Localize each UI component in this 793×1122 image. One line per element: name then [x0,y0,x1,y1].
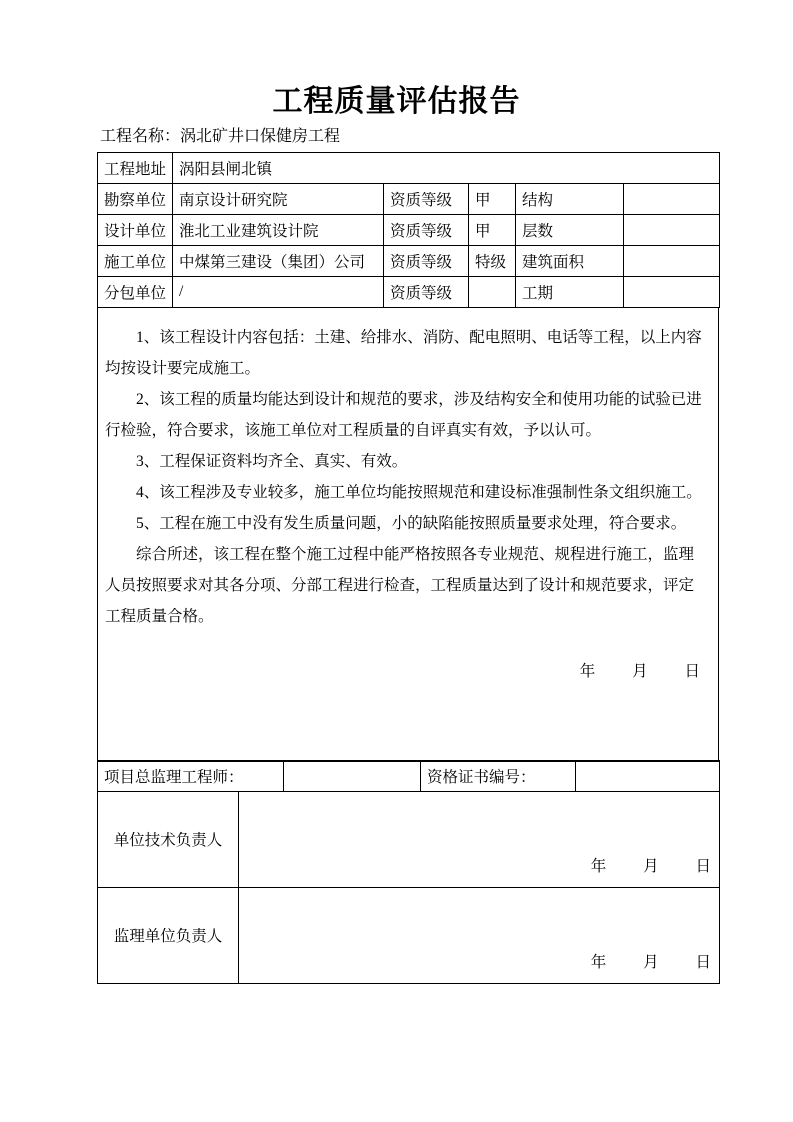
subcontract-unit-row [98,277,720,308]
attr-label-cell: 结构 [516,184,624,215]
unit-name-cell: 南京设计研究院 [173,184,384,215]
supervisor-lead-date-line [591,950,711,972]
chief-engineer-row [98,761,720,792]
assessment-row [98,307,719,761]
day-placeholder: 日 [695,953,711,971]
project-name-value: 涡北矿井口保健房工程 [180,128,341,145]
attr-label-cell: 层数 [516,215,624,246]
chief-engineer-section [97,760,720,792]
day-placeholder: 日 [695,857,711,875]
address-value-cell: 涡阳县闸北镇 [173,153,720,184]
grade-label-cell: 资质等级 [384,277,469,308]
tech-lead-signature-cell [239,791,720,887]
assessment-paragraph: 综合所述，该工程在整个施工过程中能严格按照各专业规范、规程进行施工，监理人员按照要求对其各分项、分部工程进行检查，工程质量达到了设计和规范要求，评定工程质量合格。 [105,545,695,625]
unit-name-cell: 中煤第三建设（集团）公司 [173,246,384,277]
design-unit-row [98,215,720,246]
day-placeholder: 日 [684,662,700,680]
report-table [97,152,719,984]
assessment-paragraph: 3、工程保证资料均齐全、真实、有效。 [136,452,408,470]
month-placeholder: 月 [643,857,659,875]
certificate-value-cell [576,761,720,792]
document-title: 工程质量评估报告 [272,85,521,118]
grade-label-cell: 资质等级 [384,246,469,277]
grade-label-cell: 资质等级 [384,215,469,246]
unit-name-cell: 淮北工业建筑设计院 [173,215,384,246]
attr-label-cell: 建筑面积 [516,246,624,277]
project-name-line [100,123,340,146]
tech-lead-label-cell: 单位技术负责人 [98,791,239,887]
chief-engineer-value-cell [284,761,421,792]
assessment-paragraph: 2、该工程的质量均能达到设计和规范的要求，涉及结构安全和使用功能的试验已进行检验，符合要求，该施工单位对工程质量的自评真实有效，予以认可。 [105,390,702,439]
grade-value-cell: 甲 [469,184,516,215]
supervisor-lead-signature-cell [239,887,720,983]
year-placeholder: 年 [590,953,607,971]
assessment-text-cell [98,307,719,761]
unit-label-cell: 分包单位 [98,277,173,308]
construction-unit-row [98,246,720,277]
attr-value-cell [624,184,720,215]
assessment-section [97,307,719,762]
supervisor-lead-label-cell: 监理单位负责人 [98,887,239,983]
certificate-label-cell: 资格证书编号： [421,761,576,792]
attr-value-cell [624,277,720,308]
unit-name-cell: / [173,277,384,308]
signature-section [97,791,720,984]
project-info-table [97,152,720,308]
year-placeholder: 年 [579,662,596,680]
unit-label-cell: 设计单位 [98,215,173,246]
year-placeholder: 年 [590,857,607,875]
grade-value-cell: 特级 [469,246,516,277]
attr-value-cell [624,215,720,246]
unit-label-cell: 施工单位 [98,246,173,277]
supervisor-lead-row [98,887,720,983]
attr-value-cell [624,246,720,277]
grade-label-cell: 资质等级 [384,184,469,215]
grade-value-cell: 甲 [469,215,516,246]
assessment-paragraph: 1、该工程设计内容包括：土建、给排水、消防、配电照明、电话等工程，以上内容均按设计要完成施工。 [105,328,702,377]
month-placeholder: 月 [643,953,659,971]
assessment-paragraph: 4、该工程涉及专业较多，施工单位均能按照规范和建设标准强制性条文组织施工。 [136,483,702,501]
unit-label-cell: 勘察单位 [98,184,173,215]
grade-value-cell [469,277,516,308]
assessment-date-line [105,659,706,681]
month-placeholder: 月 [632,662,648,680]
tech-lead-row [98,791,720,887]
attr-label-cell: 工期 [516,277,624,308]
project-name-label: 工程名称： [100,128,181,145]
survey-unit-row [98,184,720,215]
address-row [98,153,720,184]
chief-engineer-label-cell: 项目总监理工程师： [98,761,284,792]
tech-lead-date-line [591,854,711,876]
address-label-cell: 工程地址 [98,153,173,184]
assessment-paragraph: 5、工程在施工中没有发生质量问题，小的缺陷能按照质量要求处理，符合要求。 [136,514,687,532]
